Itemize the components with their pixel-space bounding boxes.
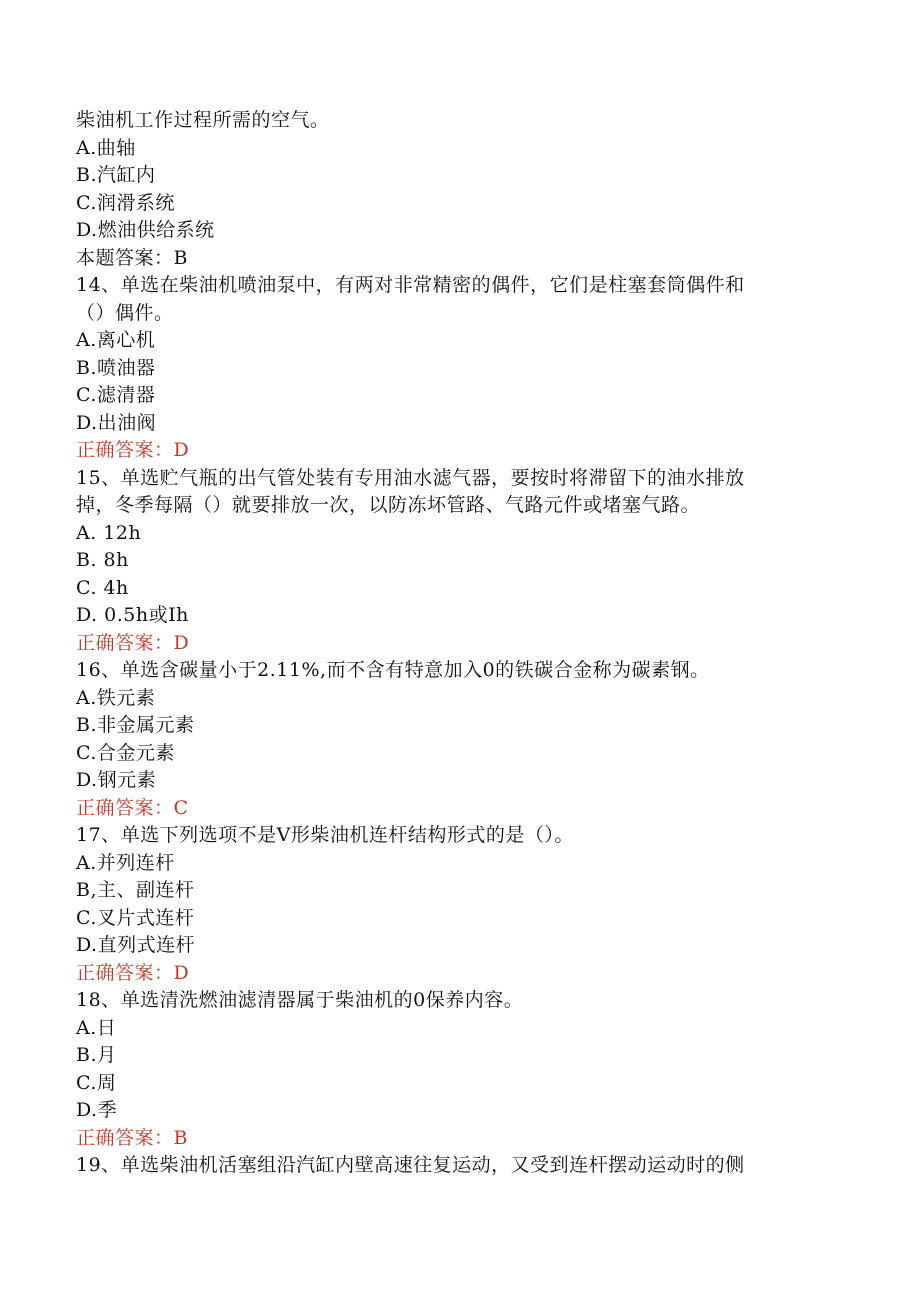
document-page <box>76 107 856 1180</box>
question-text: 掉，冬季每隔（）就要排放一次，以防冻坏管路、气路元件或堵塞气路。 <box>76 494 701 516</box>
option-b: B.汽缸内 <box>76 164 156 186</box>
option-a: A.并列连杆 <box>76 851 175 874</box>
option-d: D.直列式连杆 <box>76 934 196 956</box>
question-text: 15、单选贮气瓶的出气管处装有专用油水滤气器，要按时将滞留下的油水排放 <box>76 466 745 489</box>
option-c: C.周 <box>76 1071 117 1094</box>
option-b: B.喷油器 <box>76 356 156 379</box>
option-d: D.季 <box>76 1099 118 1121</box>
option-c: C.滤清器 <box>76 384 156 406</box>
option-a: A.离心机 <box>76 329 156 351</box>
option-b: B.非金属元素 <box>76 714 195 736</box>
correct-answer: 正确答案：D <box>76 961 190 984</box>
correct-answer: 正确答案：C <box>76 796 189 819</box>
option-b: B.月 <box>76 1044 117 1066</box>
intro-line: 柴油机工作过程所需的空气。 <box>76 109 330 131</box>
question-text: 18、单选清洗燃油滤清器属于柴油机的0保养内容。 <box>76 989 524 1011</box>
option-d: D.出油阀 <box>76 411 157 434</box>
correct-answer: 正确答案：B <box>76 1126 188 1149</box>
option-c: C.合金元素 <box>76 741 175 764</box>
option-a: A.日 <box>76 1016 117 1039</box>
option-c: C.润滑系统 <box>76 191 175 214</box>
option-a: A.曲轴 <box>76 136 136 159</box>
option-b: B,主、副连杆 <box>76 879 195 901</box>
question-text: 19、单选柴油机活塞组沿汽缸内壁高速往复运动，又受到连杆摆动运动时的侧 <box>76 1154 745 1176</box>
option-d: D. 0.5h或Ih <box>76 604 189 626</box>
answer-line: 本题答案：B <box>76 246 188 269</box>
option-b: B. 8h <box>76 549 129 571</box>
option-a: A.铁元素 <box>76 686 156 709</box>
option-d: D.燃油供给系统 <box>76 219 215 241</box>
option-c: C.叉片式连杆 <box>76 906 195 929</box>
option-d: D.钢元素 <box>76 769 157 791</box>
option-a: A. 12h <box>76 521 142 544</box>
question-text: 16、单选含碳量小于2.11%,而不含有特意加入0的铁碳合金称为碳素钢。 <box>76 659 710 681</box>
correct-answer: 正确答案：D <box>76 631 190 654</box>
question-text: （）偶件。 <box>76 301 174 324</box>
correct-answer: 正确答案：D <box>76 439 190 461</box>
option-c: C. 4h <box>76 576 129 599</box>
question-text: 17、单选下列选项不是V形柴油机连杆结构形式的是（）。 <box>76 824 574 846</box>
question-text: 14、单选在柴油机喷油泵中，有两对非常精密的偶件，它们是柱塞套筒偶件和 <box>76 274 745 296</box>
